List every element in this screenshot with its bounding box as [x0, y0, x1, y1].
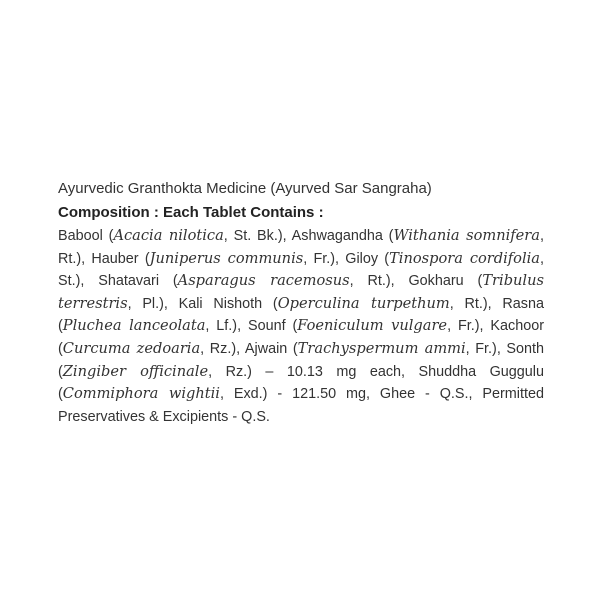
botanical-name: Zingiber officinale — [62, 362, 209, 380]
composition-text: Babool ( — [58, 228, 114, 244]
composition-text: , Fr.), Giloy ( — [303, 250, 390, 267]
composition-text: , Rt.), Gokharu ( — [349, 273, 483, 290]
botanical-name: Commiphora wightii — [62, 385, 220, 403]
composition-text: , Rt.), Rasna ( — [58, 295, 544, 335]
botanical-name: Asparagus racemosus — [177, 272, 350, 290]
composition-text: , St.), Shatavari ( — [58, 250, 544, 290]
composition-text: , Exd.) - 121.50 mg, Ghee - Q.S., Permitted Preservatives & Excipients - Q.S. — [58, 386, 544, 425]
botanical-name: Juniperus communis — [149, 249, 304, 267]
composition-body — [58, 225, 544, 428]
botanical-name: Operculina turpethum — [277, 294, 450, 312]
botanical-name: Acacia nilotica — [113, 227, 224, 244]
composition-label — [58, 178, 544, 428]
botanical-name: Tinospora cordifolia — [389, 249, 540, 267]
composition-text: , Pl.), Kali Nishoth ( — [127, 295, 278, 312]
composition-text: , St. Bk.), Ashwagandha ( — [223, 228, 394, 244]
composition-text: , Fr.), Sonth ( — [58, 340, 544, 380]
botanical-name: Pluchea lanceolata — [62, 317, 206, 335]
botanical-name: Trachyspermum ammi — [297, 339, 466, 357]
botanical-name: Foeniculum vulgare — [297, 317, 448, 335]
composition-text: , Rt.), Hauber ( — [58, 228, 544, 267]
botanical-name: Withania somnifera — [393, 227, 540, 244]
composition-text: , Rz.) – 10.13 mg each, Shuddha Guggulu ( — [58, 363, 544, 403]
medicine-type-text: Ayurvedic Granthokta Medicine (Ayurved Sar Sangraha) — [58, 180, 432, 197]
composition-text: , Fr.), Kachoor ( — [58, 318, 545, 357]
botanical-name: Tribulus terrestris — [58, 272, 544, 312]
composition-heading: Composition : Each Tablet Contains : — [58, 204, 324, 221]
composition-text: , Rz.), Ajwain ( — [200, 340, 298, 357]
botanical-name: Curcuma zedoaria — [62, 339, 201, 357]
composition-text: , Lf.), Sounf ( — [205, 318, 298, 335]
